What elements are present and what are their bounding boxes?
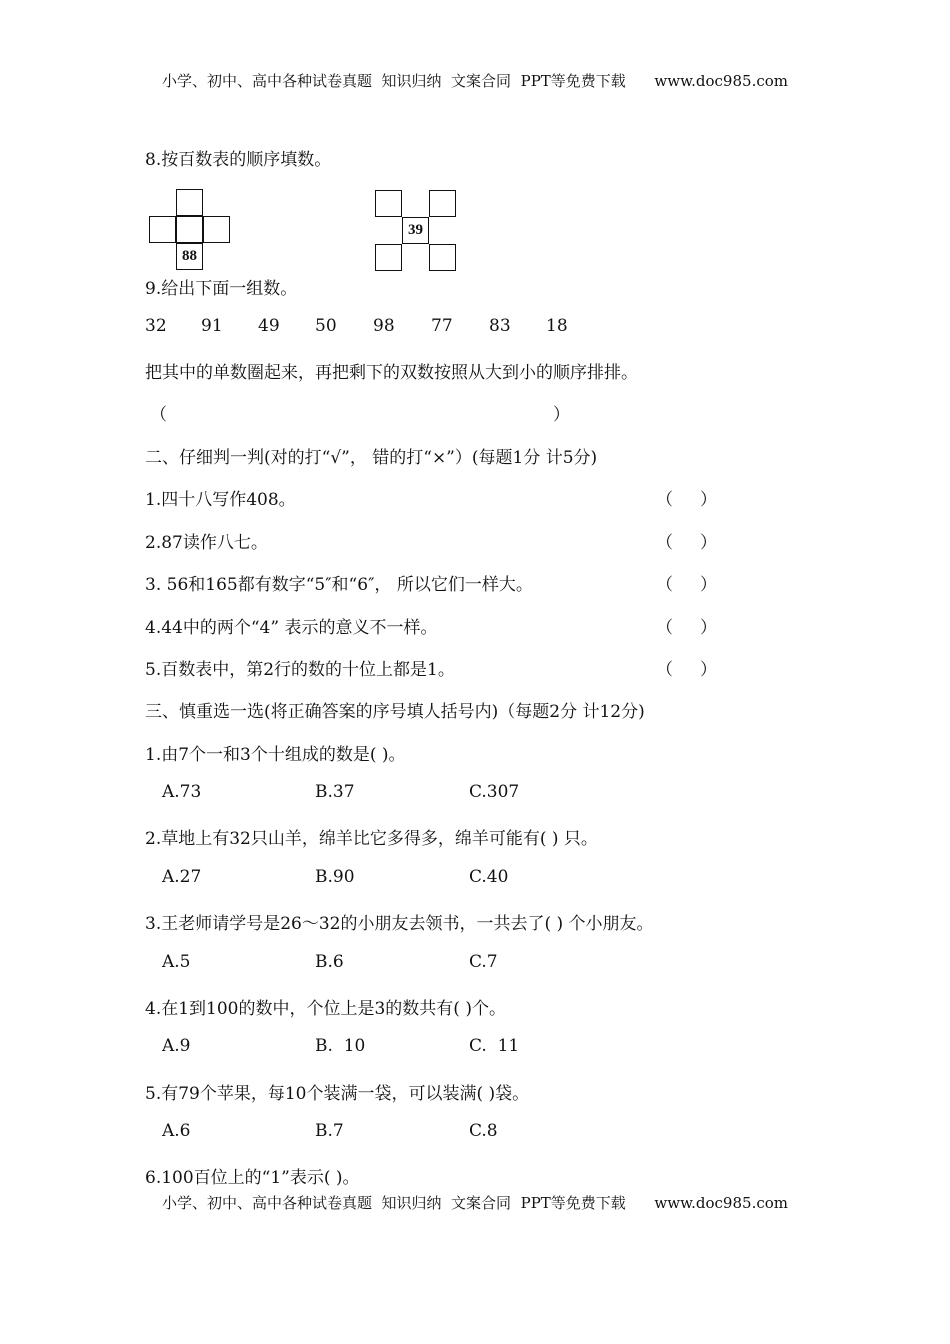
choice-question-4: 4.在1到100的数中，个位上是3的数共有( )个。 bbox=[145, 999, 506, 1019]
section-3-title: 三、慎重选一选(将正确答案的序号填人括号内)（每题2分 计12分) bbox=[145, 702, 645, 722]
judge-item-3: 3. 56和165都有数字“5″和“6″， 所以它们一样大。 bbox=[145, 575, 533, 595]
number-item: 50 bbox=[315, 316, 337, 336]
answer-open-paren: （ bbox=[150, 405, 167, 425]
question-9-instruction: 把其中的单数圈起来，再把剩下的双数按照从大到小的顺序排排。 bbox=[145, 363, 638, 383]
choice-option[interactable]: C.7 bbox=[469, 952, 498, 972]
question-8-title: 8.按百数表的顺序填数。 bbox=[145, 150, 332, 170]
section-2-title: 二、仔细判一判(对的打“√”， 错的打“×”）(每题1分 计5分) bbox=[145, 448, 598, 468]
number-item: 49 bbox=[258, 316, 280, 336]
judge-item-1: 1.四十八写作408。 bbox=[145, 490, 296, 510]
choice-question-5: 5.有79个苹果，每10个装满一袋，可以装满( )袋。 bbox=[145, 1084, 530, 1104]
judge-item-4: 4.44中的两个“4” 表示的意义不一样。 bbox=[145, 618, 438, 638]
page-footer: 小学、初中、高中各种试卷真题 知识归纳 文案合同 PPT等免费下载 www.doc985.com bbox=[161, 1194, 788, 1212]
choice-option[interactable]: A.73 bbox=[162, 782, 202, 802]
number-item: 91 bbox=[201, 316, 223, 336]
choice-question-6: 6.100百位上的“1”表示( )。 bbox=[145, 1168, 360, 1188]
choice-option[interactable]: B.7 bbox=[315, 1121, 344, 1141]
choice-option[interactable]: A.9 bbox=[162, 1036, 191, 1056]
grid2-cell-bottom-right[interactable] bbox=[429, 244, 456, 271]
answer-close-paren: ） bbox=[553, 405, 570, 425]
judge-answer-1[interactable]: （ ） bbox=[656, 490, 718, 510]
grid1-cell-bottom: 88 bbox=[176, 243, 203, 270]
grid1-cell-right[interactable] bbox=[203, 216, 230, 243]
choice-option[interactable]: B. 10 bbox=[315, 1036, 366, 1056]
grid2-cell-bottom-left[interactable] bbox=[375, 244, 402, 271]
choice-option[interactable]: C.40 bbox=[469, 867, 509, 887]
judge-answer-5[interactable]: （ ） bbox=[656, 660, 718, 680]
choice-question-3: 3.王老师请学号是26～32的小朋友去领书，一共去了( ) 个小朋友。 bbox=[145, 914, 654, 934]
grid2-cell-center: 39 bbox=[402, 217, 429, 244]
choice-option[interactable]: B.90 bbox=[315, 867, 355, 887]
choice-option[interactable]: B.6 bbox=[315, 952, 344, 972]
number-item: 18 bbox=[546, 316, 568, 336]
grid2-cell-top-left[interactable] bbox=[375, 190, 402, 217]
number-item: 32 bbox=[145, 316, 167, 336]
grid1-cell-center[interactable] bbox=[176, 216, 203, 243]
choice-option[interactable]: A.5 bbox=[162, 952, 191, 972]
choice-question-2: 2.草地上有32只山羊，绵羊比它多得多，绵羊可能有( ) 只。 bbox=[145, 829, 598, 849]
number-item: 83 bbox=[489, 316, 511, 336]
judge-answer-3[interactable]: （ ） bbox=[656, 575, 718, 595]
choice-option[interactable]: B.37 bbox=[315, 782, 355, 802]
judge-answer-2[interactable]: （ ） bbox=[656, 533, 718, 553]
page-header: 小学、初中、高中各种试卷真题 知识归纳 文案合同 PPT等免费下载 www.doc985.com bbox=[161, 72, 788, 90]
grid2-cell-top-right[interactable] bbox=[429, 190, 456, 217]
choice-option[interactable]: A.27 bbox=[162, 867, 202, 887]
grid1-cell-left[interactable] bbox=[149, 216, 176, 243]
choice-option[interactable]: C.8 bbox=[469, 1121, 498, 1141]
choice-option[interactable]: C.307 bbox=[469, 782, 520, 802]
choice-option[interactable]: C. 11 bbox=[469, 1036, 520, 1056]
judge-item-5: 5.百数表中，第2行的数的十位上都是1。 bbox=[145, 660, 455, 680]
number-item: 98 bbox=[373, 316, 395, 336]
question-9-title: 9.给出下面一组数。 bbox=[145, 279, 298, 299]
number-item: 77 bbox=[431, 316, 453, 336]
choice-option[interactable]: A.6 bbox=[162, 1121, 191, 1141]
judge-answer-4[interactable]: （ ） bbox=[656, 618, 718, 638]
judge-item-2: 2.87读作八七。 bbox=[145, 533, 268, 553]
grid1-cell-top[interactable] bbox=[176, 189, 203, 216]
choice-question-1: 1.由7个一和3个十组成的数是( )。 bbox=[145, 745, 406, 765]
